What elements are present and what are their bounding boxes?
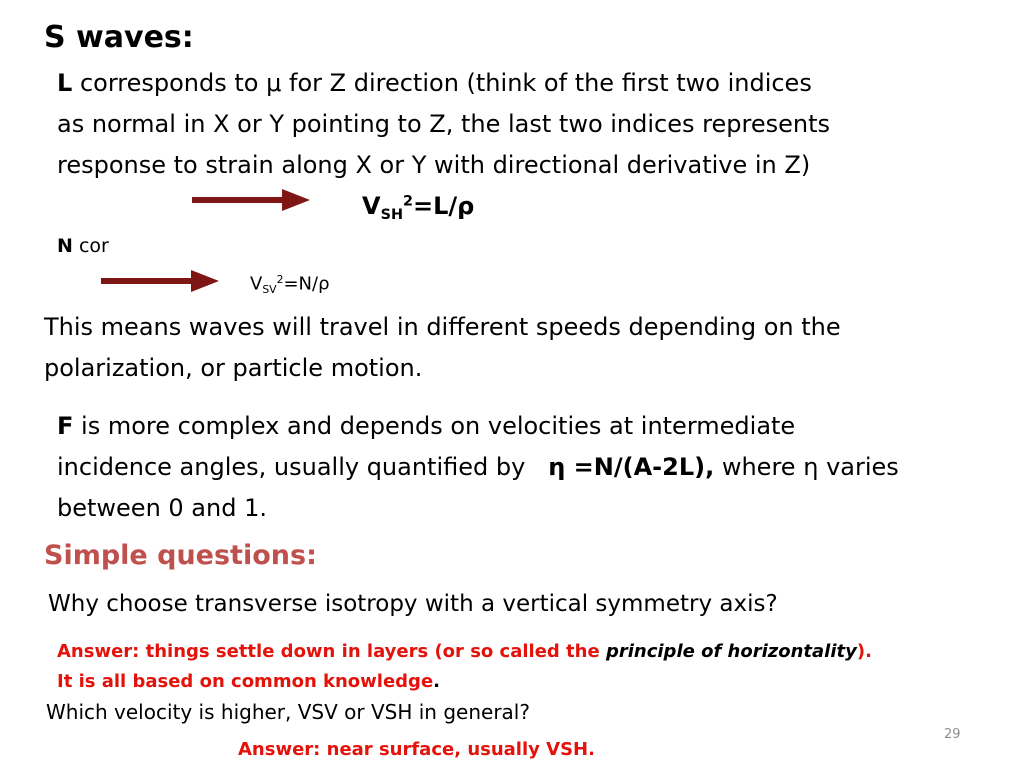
vsh-equation: $V_{SH}^2=L/\rho$ [362, 192, 475, 224]
speeds-paragraph [44, 307, 841, 389]
arrow-right-icon [101, 270, 221, 292]
slide-number: 29 [944, 727, 961, 742]
f-line-1: F is more complex and depends on velocities at intermediate [57, 412, 796, 440]
f-line-2: incidence angles, usually quantified by η =N/(A-2L), where η varies [57, 453, 899, 481]
answer-1-line-2: It is all based on common knowledge. [57, 671, 440, 692]
question-1: Why choose transverse isotropy with a vertical symmetry axis? [48, 591, 778, 617]
f-paragraph [57, 406, 899, 529]
arrow-right-icon [192, 189, 312, 211]
answer-1-line-1: Answer: things settle down in layers (or so called the principle of horizontality). [57, 641, 872, 662]
l-paragraph [57, 63, 830, 186]
question-2: Which velocity is higher, VSV or VSH in general? [46, 700, 530, 724]
l-line-1: L corresponds to μ for Z direction (think of the first two indices [57, 69, 812, 97]
l-line-2: as normal in X or Y pointing to Z, the last two indices represents [57, 110, 830, 138]
questions-heading: Simple questions: [44, 540, 317, 571]
l-line-3: response to strain along X or Y with directional derivative in Z) [57, 151, 811, 179]
vsv-equation: $V_{SV}^2=N/\rho$ [250, 273, 330, 297]
answer-1 [57, 637, 872, 697]
speeds-line-1: This means waves will travel in different speeds depending on the [44, 313, 841, 341]
f-line-3: between 0 and 1. [57, 494, 267, 522]
answer-2: Answer: near surface, usually VSH. [238, 739, 595, 760]
speeds-line-2: polarization, or particle motion. [44, 354, 423, 382]
n-paragraph: N cor [57, 235, 109, 257]
slide-title: S waves: [44, 20, 194, 55]
